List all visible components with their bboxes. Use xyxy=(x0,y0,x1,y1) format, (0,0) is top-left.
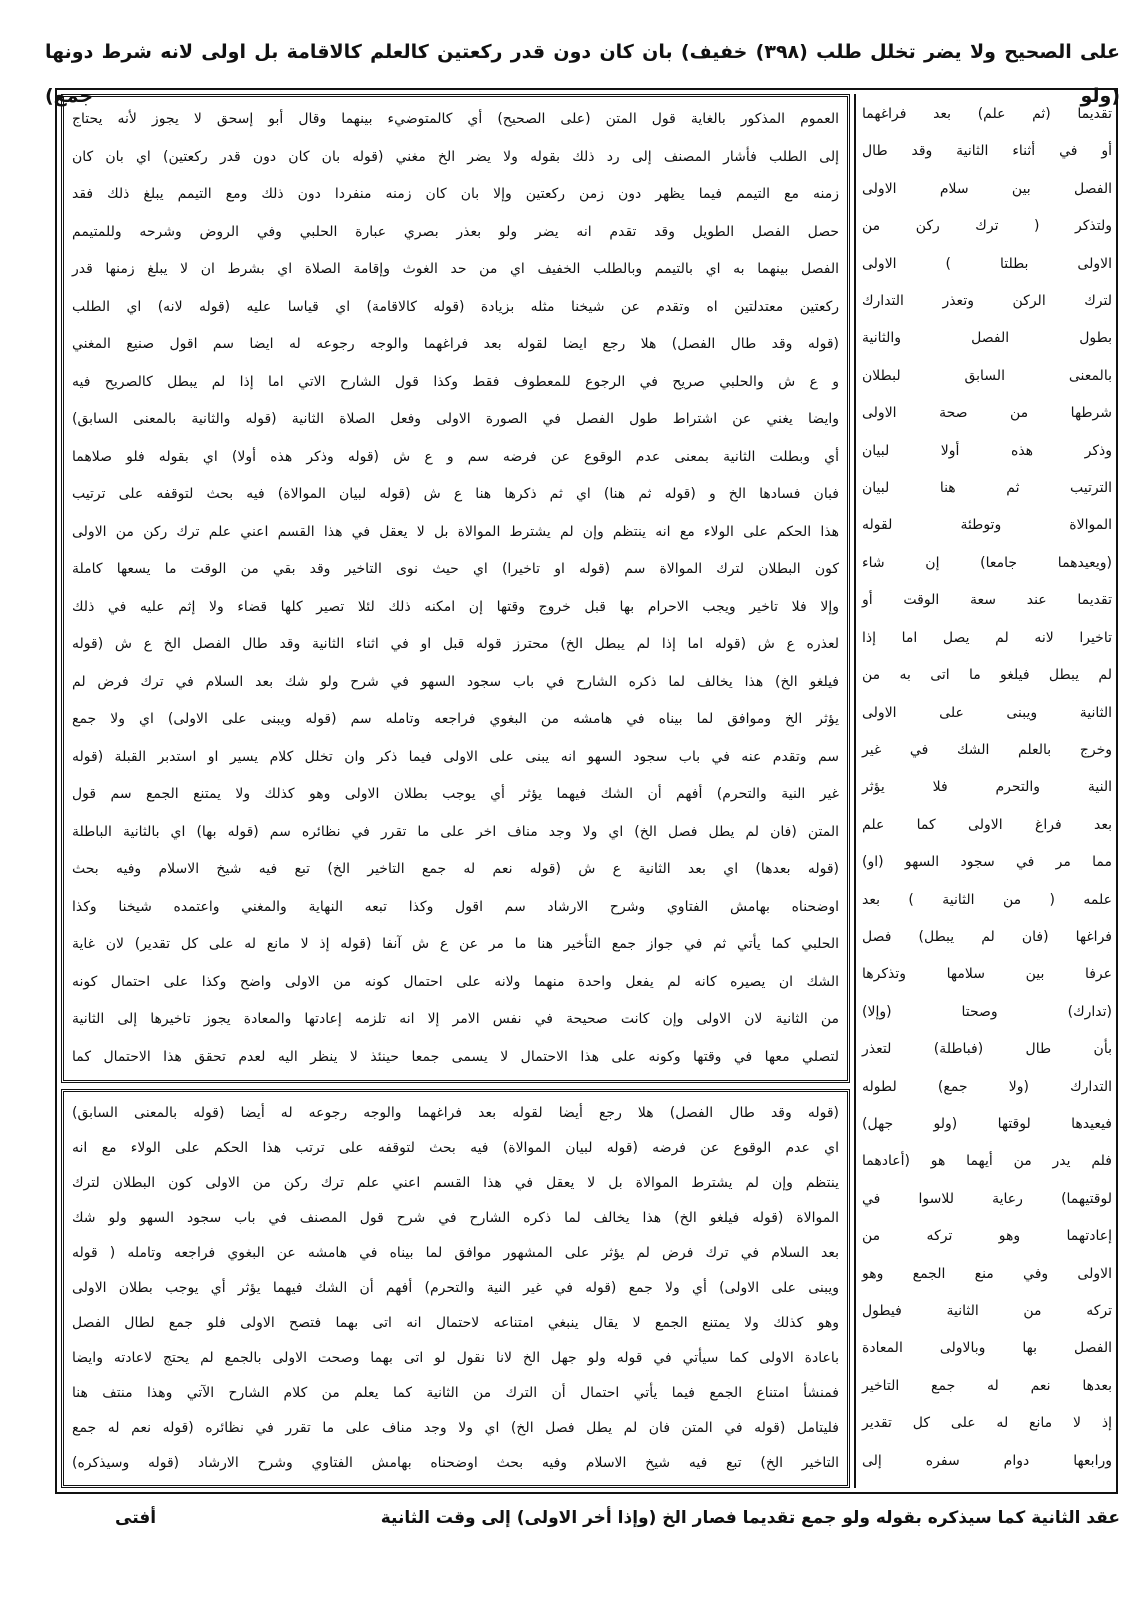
margin-text-line: بعدها نعم له جمع التاخير xyxy=(862,1377,1112,1394)
margin-text-line: لترك الركن وتعذر التدارك xyxy=(862,293,1112,310)
lower-commentary-line: فمنشأ امتناع الجمع فيما يأتي احتمال أن الترك من الثانية كما يعلم من كلام الشارح الآتي وهذا منتف هنا xyxy=(72,1385,839,1401)
upper-commentary-line: إلى الطلب فأشار المصنف إلى رد ذلك بقوله ولا يضر الخ مغني (قوله بان كان دون قدر ركعتين) اي بان كان xyxy=(72,148,839,165)
margin-text-line: عرفا بين سلامها وتذكرها xyxy=(862,966,1112,983)
commentary-column xyxy=(61,94,856,1488)
margin-text-line: (ويعيدهما جامعا) إن شاء xyxy=(862,554,1112,571)
upper-commentary-line: الشك ان يصيره كانه لم يفعل واحدة منهما ولانه على احتمال كونه من الاولى واضح وكذا على احتمال كونه xyxy=(72,973,839,990)
upper-commentary-line: زمنه مع التيمم فيما يظهر دون زمن ركعتين وإلا بان كان زمنه منفردا دون ذلك ومع التيمم يبلغ ذلك فقد xyxy=(72,186,839,202)
margin-text-line: الموالاة وتوطئة لقوله xyxy=(862,517,1112,534)
lower-commentary-line: الموالاة (قوله فيلغو الخ) هذا يخالف لما ذكره الشارح في شرح قول المصنف في باب سجود السهو ولو شك xyxy=(72,1210,839,1226)
margin-text-line: بطول الفصل والثانية xyxy=(862,330,1112,347)
margin-text-line: لوقتيهما) رعاية للاسوا في xyxy=(862,1190,1112,1207)
margin-text-line: وذكر هذه أولا لبيان xyxy=(862,442,1112,459)
margin-text-line: فيعيدها لوقتها (ولو جهل) xyxy=(862,1115,1112,1132)
upper-commentary-line: أي وبطلت الثانية بمعنى عدم الوقوع عن فرضه سم و ع ش (قوله وذكر هذه أولا) اي بقوله فلو صلاهما xyxy=(72,448,839,465)
upper-commentary-line: لعذره ع ش (قوله اما إذا لم يبطل الخ) محترز قوله قبل او في اثناء الثانية وقد طال الفصل الخ ع ش (قوله xyxy=(72,636,839,652)
lower-commentary-line: التاخير الخ) تبع فيه شيخ الاسلام وفيه بحث اوضحناه بهامش الفتاوي وشرح الارشاد (قوله وسيذكره) xyxy=(72,1455,839,1471)
upper-commentary-line: كون البطلان لترك الموالاة سم (قوله او تاخيرا) اي حيث نوى التاخير وقد بقي من الوقت ما يسعها كاملة xyxy=(72,561,839,577)
upper-commentary-line: ركعتين معتدلتين اه وتقدم عن شيخنا مثله بزيادة (قوله كالاقامة) اي قياسا عليه (قوله لانه) اي الطلب xyxy=(72,298,839,315)
lower-commentary-line: وهو كذلك ولا يمتنع الجمع لا يقال ينبغي امتناعه لاحتمال انه اتى بهما فتصح الاولى فلو جمع لطال الفصل xyxy=(72,1315,839,1331)
margin-text-line: شرطها من صحة الاولى xyxy=(862,405,1112,422)
lower-commentary-line: اي عدم الوقوع عن فرضه (قوله لبيان الموالاة) فيه بحث لتوقفه على ترتب هذا الحكم على الولاء مع انه xyxy=(72,1140,839,1156)
upper-commentary-line: هذا الحكم على الولاء مع انه ينتظم وإن لم يشترط الموالاة بل لا يعقل في هذا القسم اعني علم ترك ركن من الاولى xyxy=(72,523,839,540)
lower-commentary-line: ويبنى على الاولى) أي ولا جمع (قوله في غير النية والتحرم) أفهم أن الشك فيهما يؤثر أي يوجب بطلان الاولى xyxy=(72,1280,839,1296)
margin-text-line: بعد فراغ الاولى كما علم xyxy=(862,816,1112,833)
margin-text-line: النية والتحرم فلا يؤثر xyxy=(862,779,1112,796)
margin-text-line: الاولى بطلتا ) الاولى xyxy=(862,255,1112,272)
catchword: أفتى xyxy=(115,1508,157,1528)
margin-text-column xyxy=(862,94,1112,1488)
margin-text-line: فلم يدر من أيهما هو (أعادهما xyxy=(862,1153,1112,1170)
upper-commentary-line: لتصلي معها في وقتها وكونه على هذا الاحتمال لا يسمى جمعا حينئذ لا ينظر اليه لعدم تحقق هذا الاحتمال كما xyxy=(72,1048,839,1065)
margin-text-line: الاولى وفي منع الجمع وهو xyxy=(862,1265,1112,1282)
upper-commentary-line: وإلا فلا تاخير ويجب الاحرام بها قبل خروج وقتها إن امكنه ذلك لئلا تصير كلها قضاء ولا إثم عليه في ذلك xyxy=(72,598,839,615)
margin-text-line: علمه ( من الثانية ) بعد xyxy=(862,891,1112,908)
margin-text-line: تركه من الثانية فيطول xyxy=(862,1303,1112,1319)
margin-text-line: تقديما (ثم علم) بعد فراغهما xyxy=(862,106,1112,122)
upper-commentary-line: من الثانية لان الاولى وإن كانت صحيحة في نفس الامر إلا انه تلزمه إعادتها والمعادة يجوز تاخيرها إلى الثانية xyxy=(72,1011,839,1027)
upper-commentary-line: فيلغو الخ) هذا يخالف لما ذكره الشارح في باب سجود السهو في شرح ولو شك بعد السلام في ترك فرض لم xyxy=(72,673,839,690)
upper-commentary-line: (قوله وقد طال الفصل) هلا رجع ايضا لقوله بعد فراغهما والوجه رجوعه له ايضا سم اقول صنيع المغني xyxy=(72,336,839,352)
margin-text-line: وخرج بالعلم الشك في غير xyxy=(862,741,1112,758)
upper-commentary-line: يؤثر الخ وموافق لما بيناه في هامشه من البغوي فراجعه وتامله سم (قوله ويبنى على الاولى) اي ولا جمع xyxy=(72,711,839,727)
upper-commentary-line: المتن (فان لم يطل فصل الخ) اي ولا وجد مناف اخر على ما تقرر في نظائره سم (قوله بها) اي بالثانية الباطلة xyxy=(72,823,839,840)
running-header: على الصحيح ولا يضر تخلل طلب (٣٩٨) خفيف) بان كان دون قدر ركعتين كالعلم كالاقامة بل اولى لانه شرط دونها (ولو جمع) xyxy=(45,41,1120,107)
margin-text-line: إذ لا مانع له على كل تقدير xyxy=(862,1415,1112,1432)
lower-commentary-line: باعادة الاولى كما سيأتي في قوله ولو جهل الخ لانا نقول لو اتى بهما وصحت الاولى بالجمع لم يحتج لاعادته وايضا xyxy=(72,1350,839,1366)
footer-text: عقد الثانية كما سيذكره بقوله ولو جمع تقديما فصار الخ (وإذا أخر الاولى) إلى وقت الثانية xyxy=(380,1508,1120,1528)
upper-commentary-line: (قوله بعدها) اي بعد الثانية ع ش (قوله نعم له جمع التاخير الخ) تبع فيه شيخ الاسلام وفيه بحث xyxy=(72,861,839,877)
lower-commentary-line: ينتظم وإن لم يشترط الموالاة بل لا يعقل في هذا القسم اعني علم ترك ركن من الاولى كون البطلان لترك xyxy=(72,1175,839,1191)
margin-text-line: الترتيب ثم هنا لبيان xyxy=(862,480,1112,497)
margin-text-line: بالمعنى السابق لبطلان xyxy=(862,367,1112,384)
margin-text-line: ولتذكر ( ترك ركن من xyxy=(862,218,1112,235)
margin-text-line: الفصل بين سلام الاولى xyxy=(862,180,1112,197)
margin-text-line: (تدارك) وصحتا (وإلا) xyxy=(862,1003,1112,1020)
margin-text-line: بأن طال (فباطلة) لتعذر xyxy=(862,1041,1112,1058)
upper-commentary-line: و ع ش والحلبي صريح في الرجوع للمعطوف فقط وكذا قول الشارح الاتي اما إذا لم يبطل كالصريح فيه xyxy=(72,373,839,390)
upper-commentary-line: الفصل بينهما به اي بالتيمم وبالطلب الخفيف اي من حد الغوث وإقامة الصلاة اي بشرط ان لا يبلغ زمنها قدر xyxy=(72,261,839,277)
upper-commentary-line: وايضا يغني عن اشتراط طول الفصل في الصورة الاولى وفعل الصلاة الثانية (قوله والثانية بالمعنى السابق) xyxy=(72,411,839,427)
margin-text-line: لم يبطل فيلغو ما اتى به من xyxy=(862,667,1112,684)
upper-commentary-line: غير النية والتحرم) أفهم أن الشك فيهما يؤثر أي يوجب بطلان الاولى وهو كذلك ولا يمتنع الجمع سم قول xyxy=(72,786,839,802)
lower-commentary-box xyxy=(61,1089,850,1488)
lower-commentary-line: (قوله وقد طال الفصل) هلا رجع أيضا لقوله بعد فراغهما والوجه رجوعه له أيضا (قوله بالمعنى السابق) xyxy=(72,1105,839,1121)
margin-text-line: تقديما عند سعة الوقت أو xyxy=(862,592,1112,609)
upper-commentary-line: سم وتقدم عنه في باب سجود السهو انه يبنى على الاولى فيما ذكر وان تخلل كلام يسير او استدبر القبلة (قوله xyxy=(72,748,839,765)
margin-text-line: التدارك (ولا جمع) لطوله xyxy=(862,1078,1112,1095)
margin-text-line: مما مر في سجود السهو (او) xyxy=(862,854,1112,871)
margin-text-line: ورابعها دوام سفره إلى xyxy=(862,1452,1112,1469)
upper-commentary-line: العموم المذكور بالغاية قول المتن (على الصحيح) أي كالمتوضيء بينهما وقال أبو إسحق لا يجوز لأنه يحتاج xyxy=(72,111,839,127)
lower-commentary-line: فليتامل (قوله في المتن فان لم يطل فصل الخ) اي ولا وجد مناف على ما تقرر في نظائره (قوله نعم له جمع xyxy=(72,1420,839,1436)
lower-commentary-line: بعد السلام في ترك فرض لم يؤثر على المشهور موافق لما بيناه في هامشه عن البغوي فراجعه وتامله ( قوله xyxy=(72,1245,839,1261)
upper-commentary-line: فبان فسادها الخ و (قوله ثم هنا) اي ثم ذكرها هنا ع ش (قوله لبيان الموالاة) فيه بحث لتوقفه على ترتيب xyxy=(72,486,839,502)
upper-commentary-line: حصل الفصل الطويل وقد تقدم انه يضر ولو بعذر بصري عبارة الحلبي وفي الروض وشرحه وللمتيمم xyxy=(72,223,839,240)
margin-text-line: الثانية ويبنى على الاولى xyxy=(862,704,1112,721)
upper-commentary-line: اوضحناه بهامش الفتاوي وشرح الارشاد سم اقول وكذا تبعه النهاية والمغني واعتمده شيخنا وكذا xyxy=(72,898,839,915)
upper-commentary-line: الحلبي كما يأتي ثم في جواز جمع التأخير هنا ما مر عن ع ش آنفا (قوله إذ لا مانع له على كل تقدير) لان غاية xyxy=(72,936,839,952)
page-frame xyxy=(55,88,1118,1494)
upper-commentary-box xyxy=(61,94,850,1083)
margin-text-line: الفصل بها وبالاولى المعادة xyxy=(862,1340,1112,1357)
margin-text-line: أو في أثناء الثانية وقد طال xyxy=(862,143,1112,160)
margin-text-line: تاخيرا لانه لم يصل اما إذا xyxy=(862,629,1112,646)
margin-text-line: إعادتهما وهو تركه من xyxy=(862,1228,1112,1245)
margin-text-line: فراغها (فان لم يبطل) فصل xyxy=(862,928,1112,945)
